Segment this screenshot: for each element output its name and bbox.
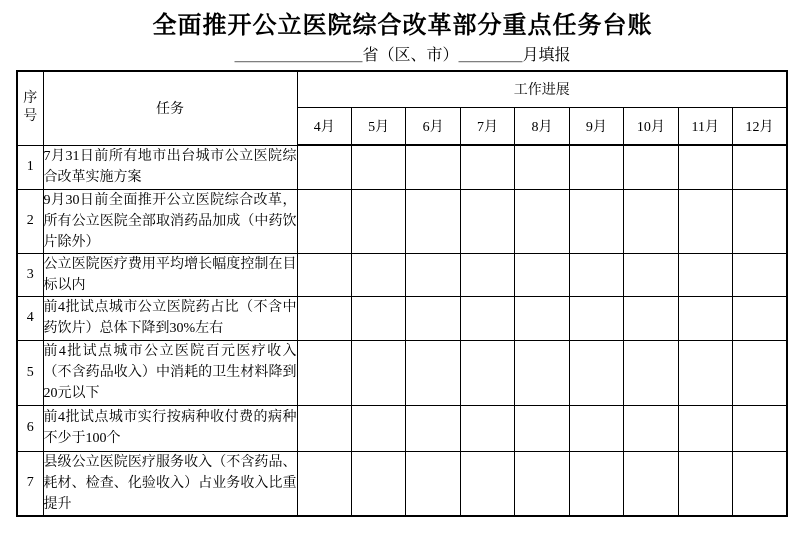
progress-cell[interactable] — [569, 405, 623, 451]
progress-cell[interactable] — [515, 296, 569, 340]
progress-cell[interactable] — [460, 296, 514, 340]
progress-cell[interactable] — [351, 451, 405, 516]
header-month-jul: 7月 — [460, 107, 514, 145]
progress-cell[interactable] — [351, 296, 405, 340]
task-cell: 7月31日前所有地市出台城市公立医院综合改革实施方案 — [43, 145, 297, 189]
progress-cell[interactable] — [678, 253, 732, 296]
header-task: 任务 — [43, 71, 297, 145]
progress-cell[interactable] — [406, 340, 460, 405]
progress-cell[interactable] — [678, 405, 732, 451]
progress-cell[interactable] — [297, 189, 351, 253]
document-page — [0, 11, 805, 517]
progress-cell[interactable] — [406, 253, 460, 296]
progress-cell[interactable] — [297, 405, 351, 451]
task-cell: 县级公立医院医疗服务收入（不含药品、耗材、检查、化验收入）占业务收入比重提升 — [43, 451, 297, 516]
progress-cell[interactable] — [733, 253, 788, 296]
progress-cell[interactable] — [460, 189, 514, 253]
header-row-top — [17, 71, 787, 107]
task-cell: 前4批试点城市公立医院百元医疗收入（不含药品收入）中消耗的卫生材料降到20元以下 — [43, 340, 297, 405]
header-month-jun: 6月 — [406, 107, 460, 145]
progress-cell[interactable] — [297, 296, 351, 340]
header-serial: 序号 — [17, 71, 43, 145]
progress-cell[interactable] — [624, 189, 678, 253]
progress-cell[interactable] — [624, 296, 678, 340]
progress-cell[interactable] — [733, 189, 788, 253]
progress-cell[interactable] — [678, 189, 732, 253]
task-cell: 前4批试点城市实行按病种收付费的病种不少于100个 — [43, 405, 297, 451]
progress-cell[interactable] — [733, 145, 788, 189]
progress-cell[interactable] — [515, 405, 569, 451]
progress-cell[interactable] — [515, 189, 569, 253]
table-row — [17, 189, 787, 253]
progress-cell[interactable] — [678, 145, 732, 189]
task-cell: 9月30日前全面推开公立医院综合改革，所有公立医院全部取消药品加成（中药饮片除外） — [43, 189, 297, 253]
header-month-dec: 12月 — [733, 107, 788, 145]
progress-cell[interactable] — [569, 451, 623, 516]
progress-cell[interactable] — [297, 145, 351, 189]
progress-cell[interactable] — [624, 451, 678, 516]
progress-cell[interactable] — [460, 253, 514, 296]
header-month-oct: 10月 — [624, 107, 678, 145]
serial-cell: 5 — [17, 340, 43, 405]
progress-cell[interactable] — [406, 451, 460, 516]
task-ledger-table — [16, 70, 788, 517]
header-month-apr: 4月 — [297, 107, 351, 145]
page-subtitle: ＿＿＿＿＿＿＿＿省（区、市）＿＿＿＿月填报 — [234, 47, 571, 64]
progress-cell[interactable] — [733, 296, 788, 340]
header-month-nov: 11月 — [678, 107, 732, 145]
progress-cell[interactable] — [297, 451, 351, 516]
serial-cell: 7 — [17, 451, 43, 516]
header-progress: 工作进展 — [297, 71, 787, 107]
progress-cell[interactable] — [678, 296, 732, 340]
progress-cell[interactable] — [569, 296, 623, 340]
progress-cell[interactable] — [624, 253, 678, 296]
table-row — [17, 405, 787, 451]
progress-cell[interactable] — [351, 253, 405, 296]
progress-cell[interactable] — [733, 340, 788, 405]
progress-cell[interactable] — [460, 451, 514, 516]
progress-cell[interactable] — [297, 253, 351, 296]
progress-cell[interactable] — [351, 145, 405, 189]
header-month-aug: 8月 — [515, 107, 569, 145]
progress-cell[interactable] — [678, 451, 732, 516]
progress-cell[interactable] — [297, 340, 351, 405]
progress-cell[interactable] — [406, 145, 460, 189]
progress-cell[interactable] — [460, 145, 514, 189]
serial-cell: 2 — [17, 189, 43, 253]
progress-cell[interactable] — [351, 340, 405, 405]
page-title: 全面推开公立医院综合改革部分重点任务台账 — [152, 12, 653, 39]
serial-cell: 3 — [17, 253, 43, 296]
table-row — [17, 145, 787, 189]
progress-cell[interactable] — [624, 405, 678, 451]
progress-cell[interactable] — [460, 340, 514, 405]
progress-cell[interactable] — [515, 145, 569, 189]
header-month-may: 5月 — [351, 107, 405, 145]
progress-cell[interactable] — [460, 405, 514, 451]
progress-cell[interactable] — [406, 189, 460, 253]
table-row — [17, 253, 787, 296]
progress-cell[interactable] — [351, 405, 405, 451]
header-month-sep: 9月 — [569, 107, 623, 145]
progress-cell[interactable] — [569, 340, 623, 405]
progress-cell[interactable] — [351, 189, 405, 253]
task-cell: 前4批试点城市公立医院药占比（不含中药饮片）总体下降到30%左右 — [43, 296, 297, 340]
progress-cell[interactable] — [569, 253, 623, 296]
serial-cell: 6 — [17, 405, 43, 451]
table-row — [17, 296, 787, 340]
progress-cell[interactable] — [569, 189, 623, 253]
progress-cell[interactable] — [406, 405, 460, 451]
progress-cell[interactable] — [569, 145, 623, 189]
progress-cell[interactable] — [678, 340, 732, 405]
table-row — [17, 340, 787, 405]
progress-cell[interactable] — [406, 296, 460, 340]
task-cell: 公立医院医疗费用平均增长幅度控制在目标以内 — [43, 253, 297, 296]
progress-cell[interactable] — [624, 145, 678, 189]
progress-cell[interactable] — [515, 340, 569, 405]
table-row — [17, 451, 787, 516]
progress-cell[interactable] — [733, 451, 788, 516]
serial-cell: 1 — [17, 145, 43, 189]
serial-cell: 4 — [17, 296, 43, 340]
progress-cell[interactable] — [515, 451, 569, 516]
progress-cell[interactable] — [624, 340, 678, 405]
progress-cell[interactable] — [733, 405, 788, 451]
progress-cell[interactable] — [515, 253, 569, 296]
